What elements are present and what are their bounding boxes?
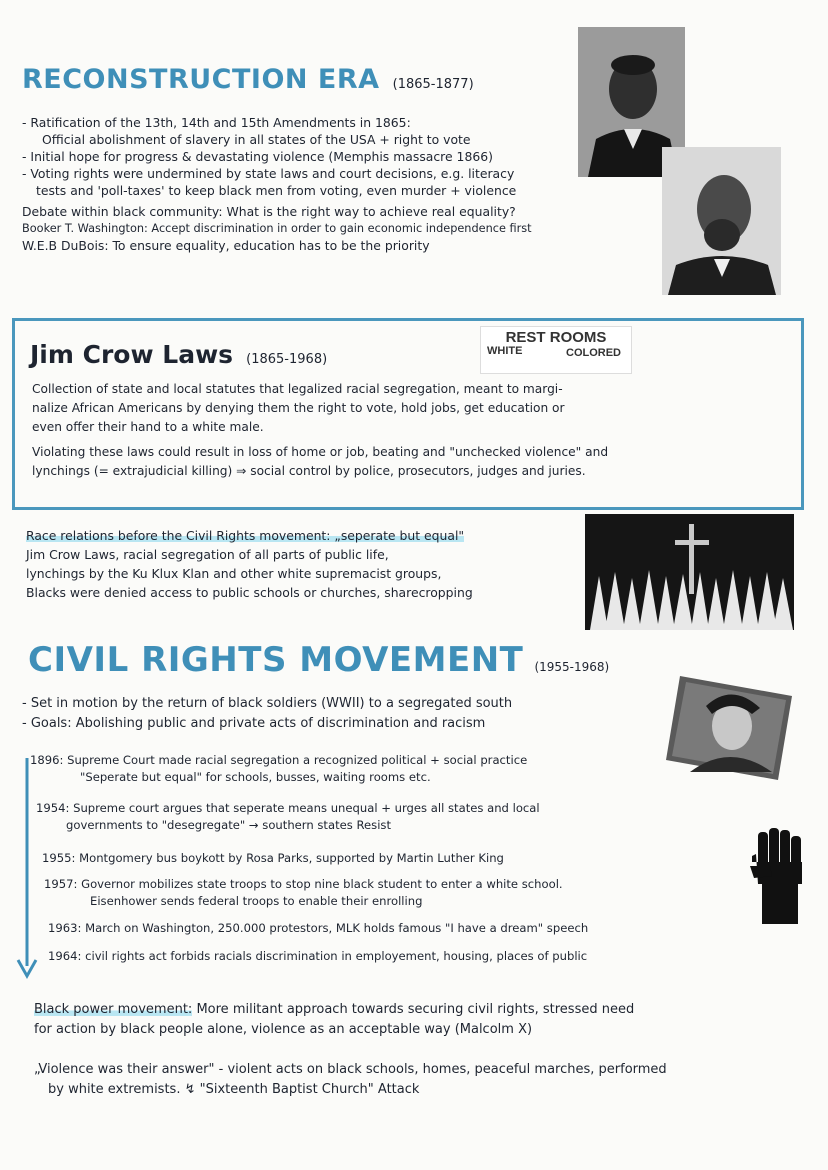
kkk-photo-icon	[585, 514, 794, 630]
civil-rights-header	[28, 640, 609, 680]
timeline-item: 1896: Supreme Court made racial segregation a recognized political + social practice "Seperate but equal" for schools, busses, waiting rooms etc.	[30, 753, 528, 784]
jim-crow-header	[30, 340, 327, 369]
civil-rights-dates: (1955-1968)	[534, 660, 610, 674]
reconstruction-title: RECONSTRUCTION ERA	[22, 64, 380, 95]
note-line: for action by black people alone, violence as an acceptable way (Malcolm X)	[34, 1022, 533, 1037]
black-power-label: Black power movement:	[34, 1002, 193, 1017]
civil-rights-intro	[22, 694, 512, 734]
rest-rooms-sign	[480, 326, 632, 374]
note-line: Blacks were denied access to public schools or churches, sharecropping	[26, 585, 473, 600]
note-line: Debate within black community: What is the right way to achieve real equality?	[22, 204, 516, 219]
note-line: lynchings by the Ku Klux Klan and other white supremacist groups,	[26, 566, 442, 581]
jim-crow-title: Jim Crow Laws	[30, 340, 234, 369]
race-relations-heading: Race relations before the Civil Rights movement: „seperate but equal"	[26, 528, 465, 543]
timeline-arrow-icon	[14, 756, 40, 980]
note-line: - Set in motion by the return of black soldiers (WWII) to a segregated south	[22, 696, 513, 711]
black-power	[34, 1000, 634, 1040]
black-power-text: More militant approach towards securing civil rights, stressed need	[196, 1002, 635, 1017]
jim-crow-text	[32, 380, 608, 481]
note-line: - Ratification of the 13th, 14th and 15th Amendments in 1865:	[22, 115, 411, 130]
timeline-item: 1957: Governor mobilizes state troops to stop nine black student to enter a white school. Eisenhower sends federal troops to enable their enrolling	[44, 877, 563, 908]
note-line: - Initial hope for progress & devastating violence (Memphis massacre 1866)	[22, 149, 493, 164]
reconstruction-notes	[22, 114, 532, 254]
raised-fist-icon	[746, 826, 808, 924]
rosa-parks-photo	[660, 668, 800, 786]
violence-note	[34, 1060, 667, 1100]
timeline-item: 1964: civil rights act forbids racials discrimination in employement, housing, places of public	[48, 949, 588, 963]
note-line: „Violence was their answer" - violent acts on black schools, homes, peaceful marches, performed	[34, 1062, 667, 1077]
note-line: tests and 'poll-taxes' to keep black men from voting, even murder + violence	[36, 183, 517, 198]
portrait-photo-icon	[660, 668, 800, 786]
note-line: Official abolishment of slavery in all states of the USA + right to vote	[42, 132, 471, 147]
note-line: Collection of state and local statutes that legalized racial segregation, meant to margi-	[32, 382, 563, 396]
note-line: W.E.B DuBois: To ensure equality, education has to be the priority	[22, 238, 430, 253]
note-line: Booker T. Washington: Accept discrimination in order to gain economic independence first	[22, 222, 532, 235]
jim-crow-dates: (1865-1968)	[246, 352, 328, 367]
note-line: nalize African Americans by denying them the right to vote, hold jobs, get education or	[32, 401, 565, 415]
dubois-portrait	[662, 147, 781, 295]
note-line: - Voting rights were undermined by state laws and court decisions, e.g. literacy	[22, 166, 515, 181]
reconstruction-dates: (1865-1877)	[392, 77, 474, 92]
note-line: Jim Crow Laws, racial segregation of all parts of public life,	[26, 547, 389, 562]
timeline-item: 1954: Supreme court argues that seperate means unequal + urges all states and local governments to "desegregate" → southern states Resist	[36, 801, 540, 832]
civil-rights-title: CIVIL RIGHTS MOVEMENT	[28, 640, 524, 680]
kkk-photo	[585, 514, 794, 630]
note-line: lynchings (= extrajudicial killing) ⇒ social control by police, prosecutors, judges and juries.	[32, 464, 586, 478]
timeline-item: 1963: March on Washington, 250.000 protestors, MLK holds famous "I have a dream" speech	[48, 921, 589, 935]
timeline-item: 1955: Montgomery bus boykott by Rosa Parks, supported by Martin Luther King	[42, 851, 504, 865]
sign-colored: COLORED	[566, 347, 621, 359]
note-line: by white extremists. ↯ "Sixteenth Baptist Church" Attack	[48, 1082, 420, 1097]
note-line: even offer their hand to a white male.	[32, 420, 264, 434]
portrait-photo-icon	[662, 147, 781, 295]
sign-white: WHITE	[487, 345, 523, 357]
note-line: Violating these laws could result in loss of home or job, beating and "unchecked violence" and	[32, 445, 609, 459]
note-line: - Goals: Abolishing public and private acts of discrimination and racism	[22, 716, 486, 731]
race-relations	[26, 526, 473, 602]
reconstruction-header	[22, 64, 474, 95]
sign-title: REST ROOMS	[505, 329, 607, 346]
